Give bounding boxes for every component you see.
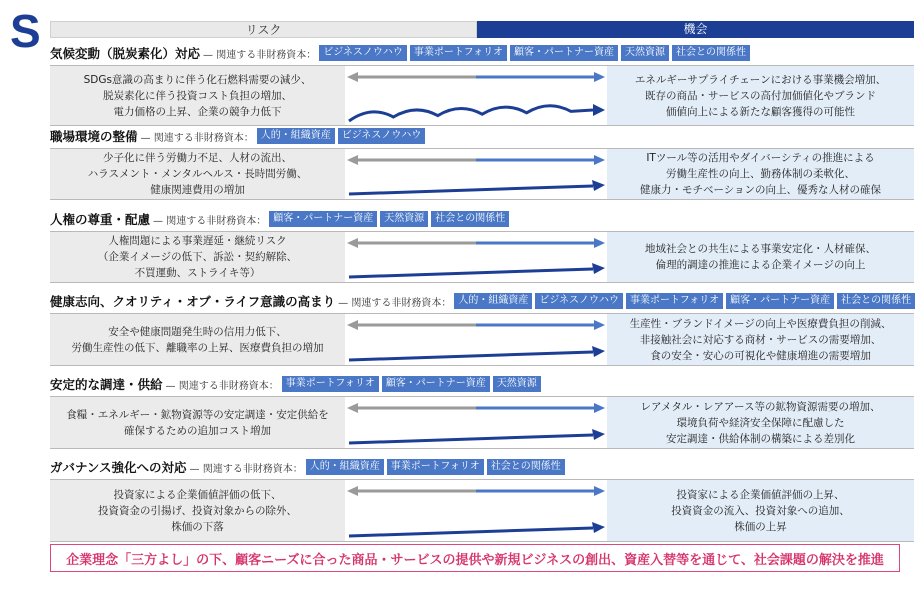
risk-text-line: 電力価格の上昇、企業の競争力低下 (113, 105, 282, 118)
section-subtitle: — 関連する非財務資本： (338, 297, 452, 309)
capital-tag: 顧客・パートナー資産 (382, 376, 490, 392)
rising-arrow-line (349, 528, 593, 536)
section-title: 職場環境の整備 (50, 129, 138, 144)
arrow-area (345, 149, 607, 199)
opportunity-text-line: 投資家による企業価値評価の上昇、 (676, 488, 845, 501)
arrow-area (345, 314, 607, 365)
arrow-head-blue (592, 522, 605, 533)
rising-arrow-line (349, 186, 593, 194)
risk-text-line: 健康関連費用の増加 (150, 184, 245, 196)
opportunity-text-line: 非接触社会に対応する商材・サービスの需要増加、 (639, 333, 882, 346)
section-s-logo: S (10, 5, 41, 57)
opportunity-box (607, 397, 914, 448)
section-body (50, 396, 914, 449)
rising-arrow-line (349, 352, 593, 360)
risk-text-line: 安全や健康問題発生時の信用力低下、 (108, 325, 287, 338)
opportunity-text-line: 株価の上昇 (734, 520, 787, 533)
section-5 (50, 374, 914, 449)
opportunity-text-line: 価値向上による新たな顧客獲得の可能性 (665, 105, 855, 118)
risk-text-line: 人権問題による事業遅延・継続リスク (108, 235, 287, 247)
section-body (50, 65, 914, 126)
transition-arrows (345, 66, 607, 127)
opportunity-text-line: エネルギーサプライチェーンにおける事業機会増加、 (634, 73, 887, 86)
capital-tag: 天然資源 (380, 211, 428, 227)
capital-tag: 人的・組織資産 (306, 459, 384, 475)
risk-text-line: SDGs意識の高まりに伴う化石燃料需要の減少、 (83, 73, 312, 86)
arrow-head-left (347, 403, 358, 413)
transition-arrows (345, 149, 607, 201)
section-header (50, 374, 914, 394)
risk-text-line: 株価の下落 (171, 520, 224, 533)
opportunity-text-line: 食の安全・安心の可視化や健康増進の需要増加 (650, 349, 871, 362)
section-header (50, 457, 914, 477)
arrow-head-blue (592, 429, 605, 440)
section-header (50, 43, 914, 63)
risk-box (50, 480, 345, 541)
transition-arrows (345, 232, 607, 284)
risk-text-line: 脱炭素化に伴う投資コスト負担の増加、 (102, 89, 292, 102)
capital-tag: 顧客・パートナー資産 (269, 211, 377, 227)
arrow-area (345, 480, 607, 541)
opportunity-text-line: 投資資金の流入、投資対象への追加、 (671, 504, 850, 517)
opportunity-box (607, 314, 914, 365)
arrow-head-right (594, 403, 605, 413)
section-header (50, 209, 914, 229)
risk-text-line: （企業イメージの低下、訴訟・契約解除、 (97, 251, 298, 263)
section-subtitle: — 関連する非財務資本： (165, 380, 279, 392)
arrow-head-left (347, 320, 358, 330)
capital-tag: 人的・組織資産 (257, 128, 335, 144)
arrow-area (345, 66, 607, 125)
arrow-area (345, 232, 607, 282)
capital-tag: 人的・組織資産 (454, 293, 532, 309)
arrow-head-right (594, 72, 605, 82)
arrow-head-blue (592, 263, 605, 274)
arrow-head-left (347, 238, 358, 248)
risk-text-line: 労働生産性の低下、離職率の上昇、医療費負担の増加 (71, 341, 324, 354)
rising-arrow-line (349, 269, 593, 277)
risk-box (50, 397, 345, 448)
section-1 (50, 43, 914, 126)
opportunity-header: 機会 (477, 21, 914, 38)
section-3 (50, 209, 914, 283)
capital-tag: 事業ポートフォリオ (387, 459, 484, 475)
opportunity-text-line: 既存の商品・サービスの高付加価値化やブランド (644, 89, 876, 102)
capital-tag: 事業ポートフォリオ (626, 293, 723, 309)
opportunity-text-line: ITツール等の活用やダイバーシティの推進による (646, 152, 875, 164)
risk-text-line: 食糧・エネルギー・鉱物資源等の安定調達・安定供給を (66, 408, 329, 421)
section-subtitle: — 関連する非財務資本： (189, 463, 303, 475)
arrow-head-left (347, 155, 358, 165)
opportunity-box (607, 149, 914, 199)
arrow-head-blue (593, 104, 605, 116)
arrow-head-blue (592, 180, 605, 191)
risk-text-line: 不買運動、ストライキ等） (134, 267, 261, 279)
section-6 (50, 457, 914, 542)
risk-box (50, 314, 345, 365)
risk-header: リスク (50, 21, 477, 38)
risk-box (50, 232, 345, 282)
rising-arrow-line (349, 435, 593, 443)
opportunity-box (607, 66, 914, 125)
section-body (50, 313, 914, 366)
wavy-arrow-line (349, 106, 593, 121)
section-header (50, 291, 914, 311)
risk-text-line: 投資資金の引揚げ、投資対象からの除外、 (97, 504, 298, 517)
section-header (50, 126, 914, 146)
capital-tag: 社会との関係性 (837, 293, 915, 309)
section-2 (50, 126, 914, 200)
arrow-head-left (347, 486, 358, 496)
capital-tag: 社会との関係性 (431, 211, 509, 227)
capital-tag: 天然資源 (493, 376, 541, 392)
risk-box (50, 66, 345, 125)
section-title: 健康志向、クオリティ・オブ・ライフ意識の高まり (50, 294, 336, 309)
opportunity-box (607, 232, 914, 282)
section-4 (50, 291, 914, 366)
section-body (50, 231, 914, 283)
section-subtitle: — 関連する非財務資本： (203, 49, 317, 61)
capital-tag: ビジネスノウハウ (535, 293, 623, 309)
opportunity-text-line: 倫理的調達の推進による企業イメージの向上 (655, 259, 866, 271)
footer-statement: 企業理念「三方よし」の下、顧客ニーズに合った商品・サービスの提供や新規ビジネスの創出、資産入替等を通じて、社会課題の解決を推進 (50, 544, 900, 572)
risk-text-line: 確保するための追加コスト増加 (124, 424, 271, 437)
section-subtitle: — 関連する非財務資本： (153, 215, 267, 227)
risk-box (50, 149, 345, 199)
arrow-head-right (594, 238, 605, 248)
section-body (50, 148, 914, 200)
section-body (50, 479, 914, 542)
capital-tag: 事業ポートフォリオ (282, 376, 379, 392)
capital-tag: 天然資源 (621, 45, 669, 61)
capital-tag: ビジネスノウハウ (319, 45, 407, 61)
risk-text-line: ハラスメント・メンタルヘルス・長時間労働、 (87, 168, 308, 180)
transition-arrows (345, 480, 607, 543)
opportunity-text-line: レアメタル・レアアース等の鉱物資源需要の増加、 (640, 400, 881, 413)
opportunity-box (607, 480, 914, 541)
opportunity-text-line: 地域社会との共生による事業安定化・人材確保、 (645, 243, 876, 255)
risk-text-line: 少子化に伴う労働力不足、人材の流出、 (102, 152, 292, 164)
capital-tag: ビジネスノウハウ (338, 128, 426, 144)
capital-tag: 顧客・パートナー資産 (510, 45, 618, 61)
section-subtitle: — 関連する非財務資本： (140, 132, 254, 144)
section-title: 安定的な調達・供給 (50, 377, 163, 392)
transition-arrows (345, 397, 607, 450)
arrow-head-left (347, 72, 358, 82)
arrow-area (345, 397, 607, 448)
section-title: ガバナンス強化への対応 (50, 460, 187, 475)
opportunity-text-line: 生産性・ブランドイメージの向上や医療費負担の削減、 (629, 317, 892, 330)
arrow-head-right (594, 486, 605, 496)
arrow-head-blue (592, 346, 605, 357)
opportunity-text-line: 安定調達・供給体制の構築による差別化 (666, 432, 855, 445)
capital-tag: 事業ポートフォリオ (410, 45, 507, 61)
transition-arrows (345, 314, 607, 367)
risk-text-line: 投資家による企業価値評価の低下、 (113, 488, 282, 501)
capital-tag: 社会との関係性 (672, 45, 750, 61)
capital-tag: 社会との関係性 (487, 459, 565, 475)
capital-tag: 顧客・パートナー資産 (726, 293, 834, 309)
section-title: 人権の尊重・配慮 (50, 212, 151, 227)
opportunity-text-line: 労働生産性の向上、勤務体制の柔軟化、 (666, 168, 855, 180)
arrow-head-right (594, 155, 605, 165)
arrow-head-right (594, 320, 605, 330)
section-title: 気候変動（脱炭素化）対応 (50, 46, 201, 61)
opportunity-text-line: 環境負荷や経済安全保障に配慮した (676, 416, 845, 429)
opportunity-text-line: 健康力・モチベーションの向上、優秀な人材の確保 (639, 184, 882, 196)
